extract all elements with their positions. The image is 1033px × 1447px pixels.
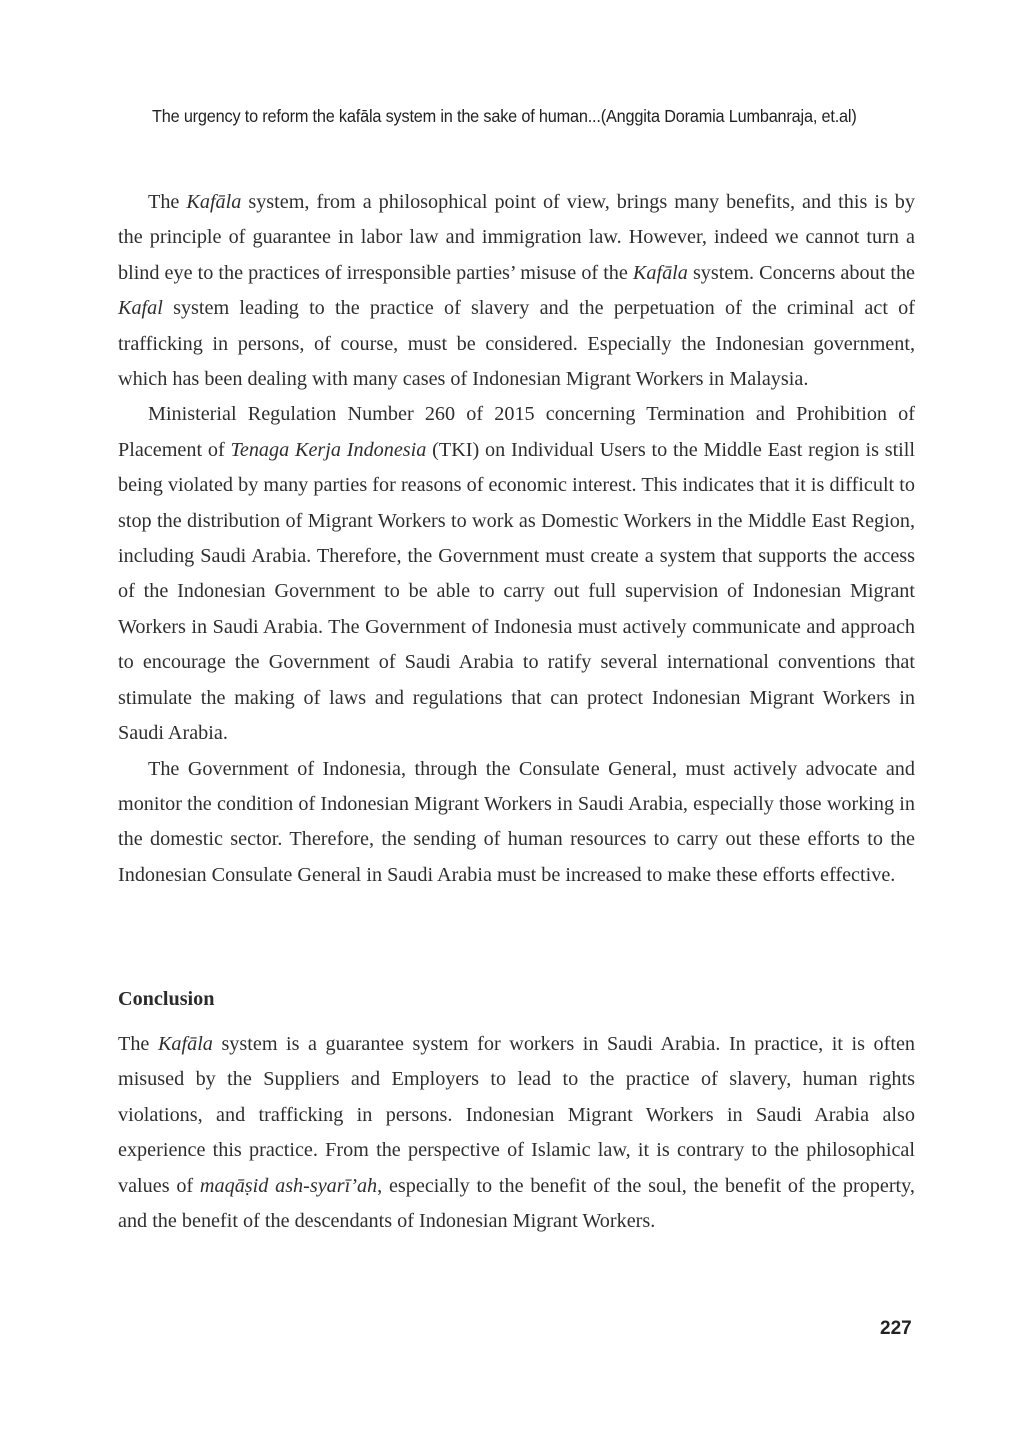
paragraph-conclusion: The Kafāla system is a guarantee system for workers in Saudi Arabia. In practice, it is often misused by the Suppliers and Employers to lead to the practice of slavery, human rights violations, and trafficking in persons. Indonesian Migrant Workers in Saudi Arabia also experience this practice. From the perspective of Islamic law, it is contrary to the philosophical values of maqāṣid ash-syarī’ah, especially to the benefit of the soul, the benefit of the property, and the benefit of the descendants of Indonesian Migrant Workers. — [118, 1033, 916, 1233]
page-number: 227 — [880, 1318, 912, 1339]
paragraph-kafala-philosophy: The Kafāla system, from a philosophical point of view, brings many benefits, and this is by the principle of guarantee in labor law and immigration law. However, indeed we cannot turn a blind eye to the practices of irresponsible parties’ misuse of the Kafāla system. Concerns about the Kafal system leading to the practice of slavery and the perpetuation of the criminal act of trafficking in persons, of course, must be considered. Especially the Indonesian government, which has been dealing with many cases of Indonesian Migrant Workers in Malaysia. — [118, 191, 915, 391]
running-header: The urgency to reform the kafāla system in the sake of human...(Anggita Doramia Lumbanraja, et.al) — [152, 106, 857, 126]
conclusion-text-block — [118, 1027, 915, 1239]
paragraph-consulate-general: The Government of Indonesia, through the Consulate General, must actively advocate and monitor the condition of Indonesian Migrant Workers in Saudi Arabia, especially those working in the domestic sector. Therefore, the sending of human resources to carry out these efforts to the Indonesian Consulate General in Saudi Arabia must be increased to make these efforts effective. — [118, 757, 915, 886]
section-heading-conclusion: Conclusion — [118, 988, 215, 1010]
main-text-block — [118, 185, 915, 893]
paragraph-ministerial-regulation: Ministerial Regulation Number 260 of 2015 concerning Termination and Prohibition of Placement of Tenaga Kerja Indonesia (TKI) on Individual Users to the Middle East region is still being violated by many parties for reasons of economic interest. This indicates that it is difficult to stop the distribution of Migrant Workers to work as Domestic Workers in the Middle East Region, including Saudi Arabia. Therefore, the Government must create a system that supports the access of the Indonesian Government to be able to carry out full supervision of Indonesian Migrant Workers in Saudi Arabia. The Government of Indonesia must actively communicate and approach to encourage the Government of Saudi Arabia to ratify several international conventions that stimulate the making of laws and regulations that can protect Indonesian Migrant Workers in Saudi Arabia. — [118, 403, 916, 745]
